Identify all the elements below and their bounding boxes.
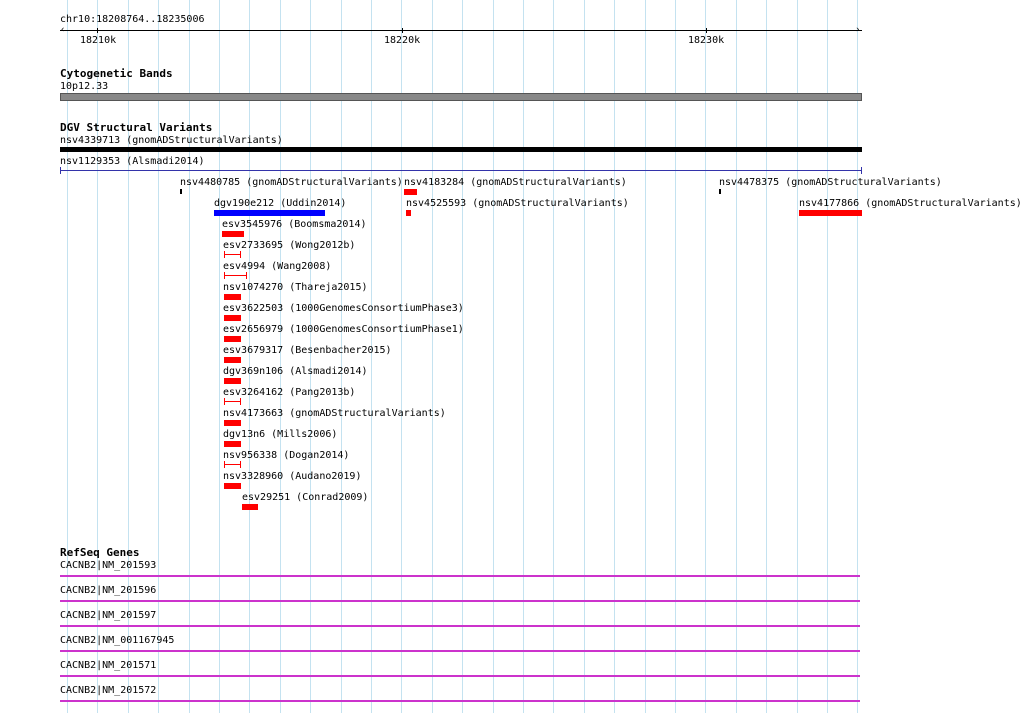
variant-label: nsv4480785 (gnomADStructuralVariants) — [180, 177, 403, 188]
variant-label: nsv1074270 (Thareja2015) — [223, 282, 368, 293]
variant-bar[interactable] — [60, 147, 862, 152]
grid-line — [797, 0, 798, 713]
ruler-right-arrow-icon[interactable]: › — [855, 25, 861, 35]
grid-line — [67, 0, 68, 713]
ruler-tick-label: 18220k — [384, 35, 421, 46]
ruler-tick-mark — [402, 28, 403, 33]
variant-label: dgv369n106 (Alsmadi2014) — [223, 366, 368, 377]
ruler-tick-label: 18210k — [80, 35, 117, 46]
variant-label: nsv4339713 (gnomADStructuralVariants) — [60, 135, 283, 146]
grid-line — [128, 0, 129, 713]
grid-line — [675, 0, 676, 713]
grid-line — [584, 0, 585, 713]
variant-bar[interactable] — [224, 420, 241, 426]
cytoband-bar[interactable] — [60, 93, 862, 101]
ruler-tick-label: 18230k — [688, 35, 725, 46]
gene-model[interactable] — [60, 700, 860, 702]
grid-line — [401, 0, 402, 713]
grid-line — [97, 0, 98, 713]
variant-label: nsv4173663 (gnomADStructuralVariants) — [223, 408, 446, 419]
grid-line — [827, 0, 828, 713]
variant-label: dgv13n6 (Mills2006) — [223, 429, 338, 440]
track-title-dgv[interactable]: DGV Structural Variants — [60, 121, 213, 134]
variant-bar[interactable] — [224, 294, 241, 300]
grid-line — [158, 0, 159, 713]
gene-model[interactable] — [60, 650, 860, 652]
grid-line — [553, 0, 554, 713]
grid-line — [645, 0, 646, 713]
gene-model[interactable] — [60, 625, 860, 627]
ruler-tick-mark — [97, 28, 98, 33]
variant-label: esv3545976 (Boomsma2014) — [222, 219, 367, 230]
variant-bar[interactable] — [180, 189, 182, 194]
variant-label: nsv3328960 (Audano2019) — [223, 471, 362, 482]
grid-line — [736, 0, 737, 713]
variant-bar[interactable] — [242, 504, 258, 510]
ruler-left-arrow-icon[interactable]: ‹ — [60, 25, 66, 35]
gene-label: CACNB2|NM_201572 — [60, 685, 157, 696]
grid-line — [857, 0, 858, 713]
gene-label: CACNB2|NM_001167945 — [60, 635, 175, 646]
track-title-cytoband[interactable]: Cytogenetic Bands — [60, 67, 173, 80]
variant-bar[interactable] — [222, 231, 244, 237]
variant-range[interactable] — [224, 398, 241, 405]
variant-label: esv4994 (Wang2008) — [223, 261, 332, 272]
grid-line — [766, 0, 767, 713]
variant-bar[interactable] — [224, 378, 241, 384]
gene-model[interactable] — [60, 675, 860, 677]
variant-label: esv3264162 (Pang2013b) — [223, 387, 356, 398]
cytoband-label: 10p12.33 — [60, 81, 109, 92]
gene-label: CACNB2|NM_201597 — [60, 610, 157, 621]
variant-bar[interactable] — [406, 210, 411, 216]
variant-label: nsv956338 (Dogan2014) — [223, 450, 350, 461]
variant-bar[interactable] — [224, 336, 241, 342]
gene-model[interactable] — [60, 600, 860, 602]
gene-label: CACNB2|NM_201571 — [60, 660, 157, 671]
variant-bar[interactable] — [214, 210, 325, 216]
grid-line — [219, 0, 220, 713]
variant-label: nsv4525593 (gnomADStructuralVariants) — [406, 198, 629, 209]
variant-bar[interactable] — [224, 441, 241, 447]
grid-line — [523, 0, 524, 713]
gene-label: CACNB2|NM_201596 — [60, 585, 157, 596]
variant-bar[interactable] — [224, 483, 241, 489]
variant-label: esv3622503 (1000GenomesConsortiumPhase3) — [223, 303, 464, 314]
grid-line — [493, 0, 494, 713]
variant-bar[interactable] — [404, 189, 417, 195]
variant-label: nsv4478375 (gnomADStructuralVariants) — [719, 177, 942, 188]
grid-line — [432, 0, 433, 713]
gene-model[interactable] — [60, 575, 860, 577]
variant-label: esv29251 (Conrad2009) — [242, 492, 369, 503]
track-title-refseq[interactable]: RefSeq Genes — [60, 546, 140, 559]
grid-line — [614, 0, 615, 713]
variant-range[interactable] — [224, 272, 247, 279]
variant-range[interactable] — [224, 461, 241, 468]
location-label: chr10:18208764..18235006 — [60, 14, 205, 25]
variant-label: esv3679317 (Besenbacher2015) — [223, 345, 392, 356]
variant-bar[interactable] — [799, 210, 862, 216]
grid-line — [705, 0, 706, 713]
variant-label: esv2733695 (Wong2012b) — [223, 240, 356, 251]
variant-label: dgv190e212 (Uddin2014) — [214, 198, 347, 209]
variant-bar[interactable] — [224, 315, 241, 321]
variant-label: nsv1129353 (Alsmadi2014) — [60, 156, 205, 167]
grid-line — [462, 0, 463, 713]
variant-range[interactable] — [224, 251, 241, 258]
variant-label: esv2656979 (1000GenomesConsortiumPhase1) — [223, 324, 464, 335]
variant-range[interactable] — [60, 167, 862, 174]
variant-bar[interactable] — [224, 357, 241, 363]
variant-bar[interactable] — [719, 189, 721, 194]
variant-label: nsv4183284 (gnomADStructuralVariants) — [404, 177, 627, 188]
grid-line — [189, 0, 190, 713]
gene-label: CACNB2|NM_201593 — [60, 560, 157, 571]
ruler-tick-mark — [706, 28, 707, 33]
variant-label: nsv4177866 (gnomADStructuralVariants) — [799, 198, 1022, 209]
ruler-axis — [60, 30, 862, 31]
